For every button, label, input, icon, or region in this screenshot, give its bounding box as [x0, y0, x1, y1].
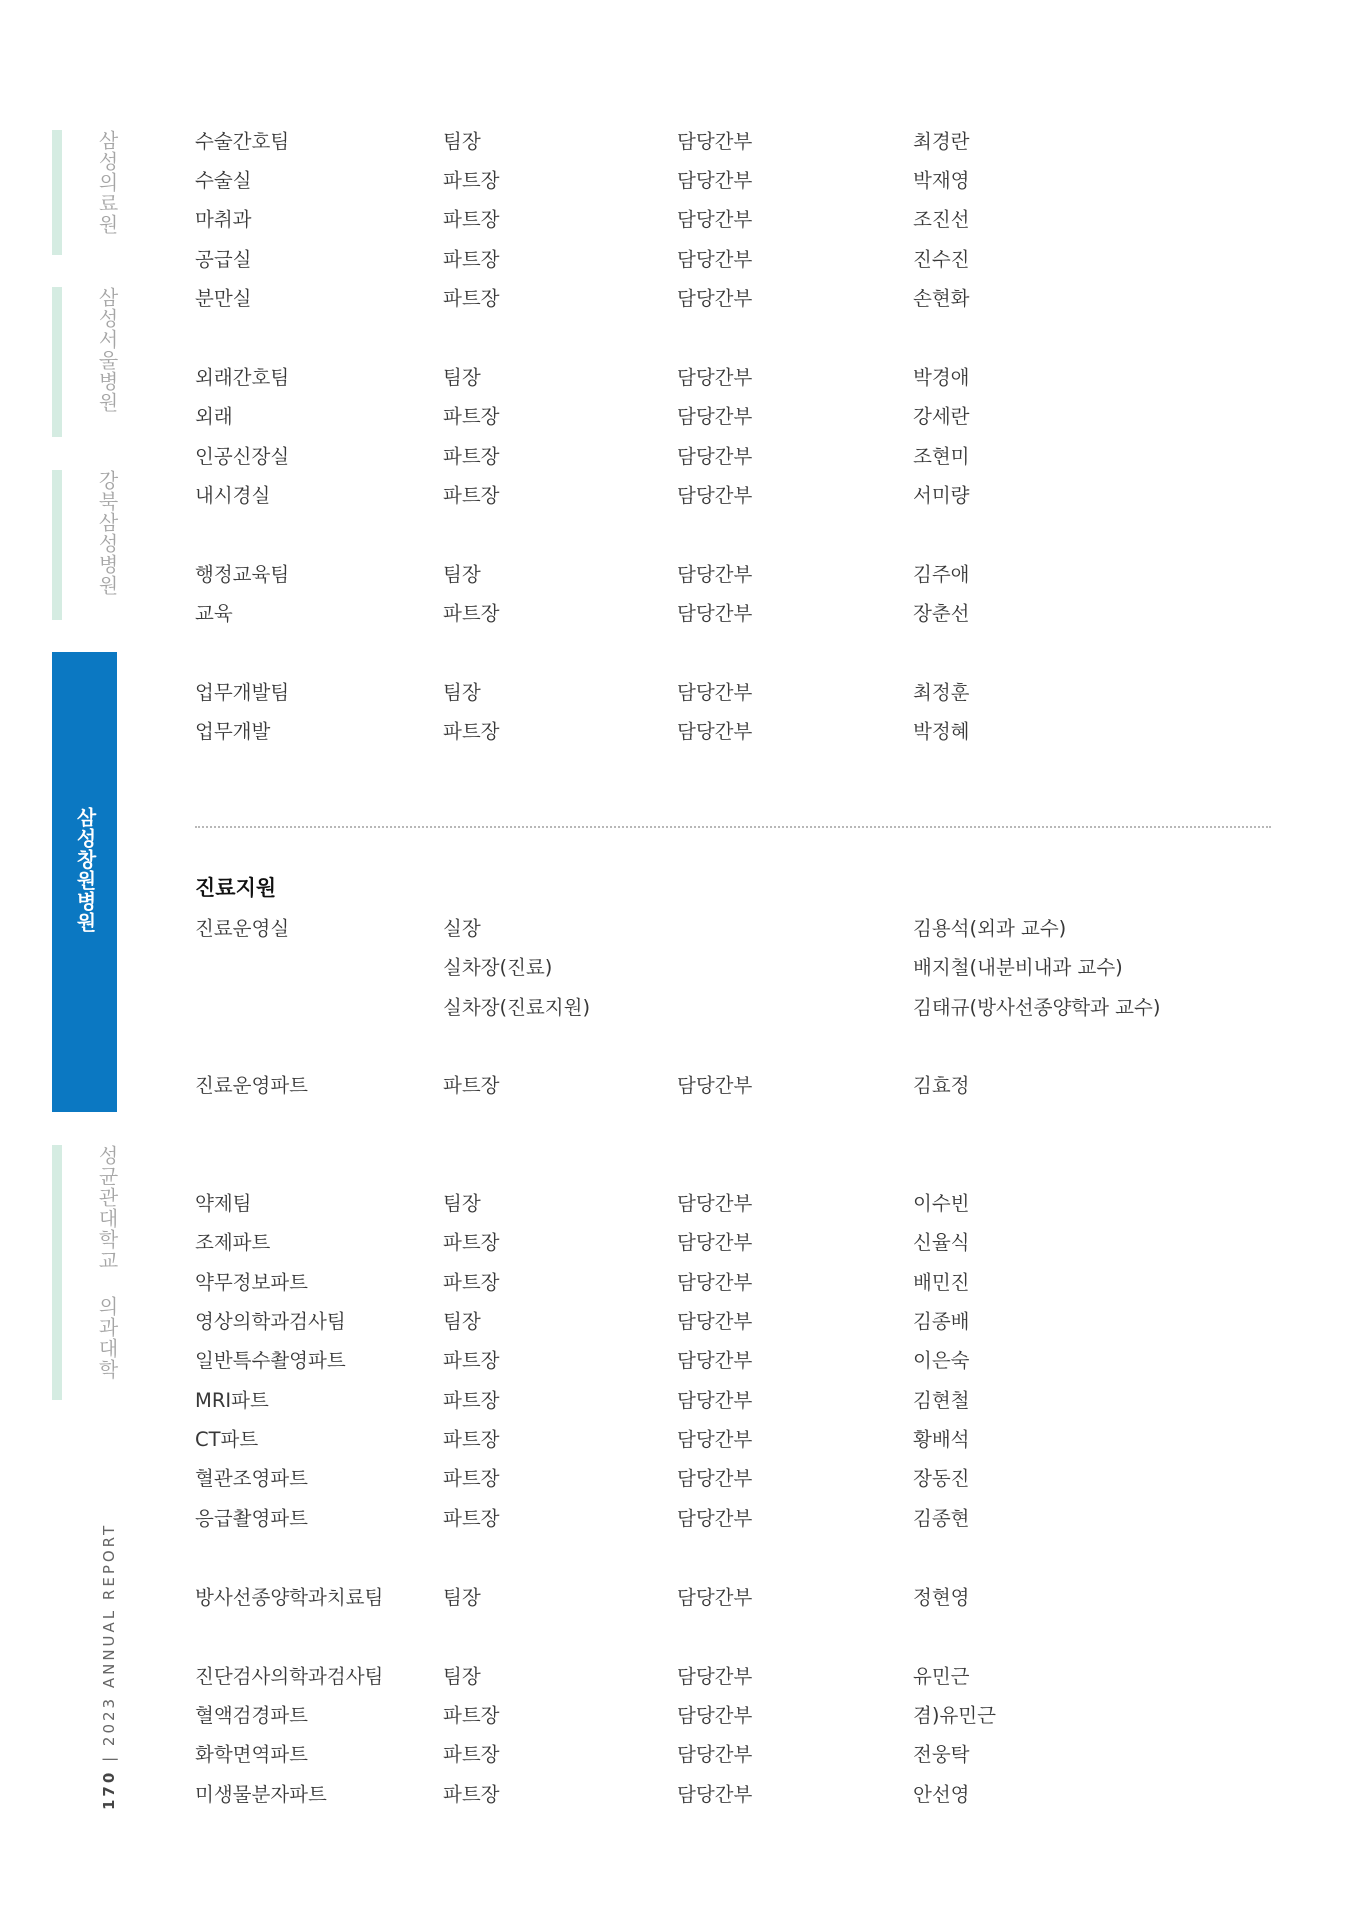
person-name-cell: 정현영 — [913, 1586, 970, 1609]
person-name-cell: 신율식 — [913, 1231, 970, 1254]
person-name-cell: 김태규(방사선종양학과 교수) — [913, 996, 1161, 1019]
position-cell: 파트장 — [443, 208, 500, 231]
position-cell: 실장 — [443, 917, 481, 940]
position-cell: 파트장 — [443, 484, 500, 507]
person-name-cell: 전웅탁 — [913, 1743, 970, 1766]
role-cell: 담당간부 — [677, 1743, 753, 1766]
sidebar-tab-samsung-seoul-hospital[interactable] — [52, 287, 119, 437]
person-name-cell: 김주애 — [913, 563, 970, 586]
report-title: | 2023 ANNUAL REPORT — [100, 1522, 118, 1762]
position-cell: 팀장 — [443, 130, 481, 153]
position-cell: 파트장 — [443, 1783, 500, 1806]
role-cell: 담당간부 — [677, 405, 753, 428]
position-cell: 팀장 — [443, 563, 481, 586]
role-cell: 담당간부 — [677, 1192, 753, 1215]
role-cell: 담당간부 — [677, 1586, 753, 1609]
person-name-cell: 최정훈 — [913, 681, 970, 704]
person-name-cell: 강세란 — [913, 405, 970, 428]
person-name-cell: 황배석 — [913, 1428, 970, 1451]
position-cell: 팀장 — [443, 681, 481, 704]
department-cell: 진료운영파트 — [195, 1074, 309, 1097]
sidebar-tab-label: 삼성의료원 — [95, 130, 119, 235]
tab-indicator-bar — [52, 130, 62, 255]
position-cell: 실차장(진료) — [443, 956, 553, 979]
sidebar-tab-kangbuk-samsung-hospital[interactable] — [52, 470, 119, 620]
role-cell: 담당간부 — [677, 563, 753, 586]
person-name-cell: 조현미 — [913, 445, 970, 468]
sidebar-tab-skku-medicine[interactable] — [52, 1145, 119, 1400]
position-cell: 파트장 — [443, 405, 500, 428]
department-cell: 수술실 — [195, 169, 252, 192]
role-cell: 담당간부 — [677, 1704, 753, 1727]
person-name-cell: 이은숙 — [913, 1349, 970, 1372]
department-cell: 약무정보파트 — [195, 1271, 309, 1294]
role-cell: 담당간부 — [677, 130, 753, 153]
position-cell: 파트장 — [443, 1704, 500, 1727]
department-cell: 영상의학과검사팀 — [195, 1310, 346, 1333]
position-cell: 팀장 — [443, 1310, 481, 1333]
department-cell: 교육 — [195, 602, 233, 625]
role-cell: 담당간부 — [677, 1389, 753, 1412]
department-cell: 공급실 — [195, 248, 252, 271]
tab-indicator-bar — [52, 470, 62, 620]
person-name-cell: 김효정 — [913, 1074, 970, 1097]
position-cell: 파트장 — [443, 1349, 500, 1372]
department-cell: 외래 — [195, 405, 233, 428]
position-cell: 파트장 — [443, 1231, 500, 1254]
role-cell: 담당간부 — [677, 287, 753, 310]
position-cell: 팀장 — [443, 1665, 481, 1688]
person-name-cell: 박경애 — [913, 366, 970, 389]
position-cell: 파트장 — [443, 1389, 500, 1412]
person-name-cell: 김용석(외과 교수) — [913, 917, 1067, 940]
tab-indicator-bar — [52, 287, 62, 437]
department-cell: 혈액검경파트 — [195, 1704, 309, 1727]
role-cell: 담당간부 — [677, 1783, 753, 1806]
page-footer — [96, 1522, 122, 1810]
role-cell: 담당간부 — [677, 1467, 753, 1490]
person-name-cell: 김종배 — [913, 1310, 970, 1333]
sidebar-tab-label: 삼성창원병원 — [73, 807, 97, 933]
person-name-cell: 장동진 — [913, 1467, 970, 1490]
position-cell: 파트장 — [443, 602, 500, 625]
role-cell: 담당간부 — [677, 1428, 753, 1451]
position-cell: 파트장 — [443, 1743, 500, 1766]
person-name-cell: 손현화 — [913, 287, 970, 310]
role-cell: 담당간부 — [677, 248, 753, 271]
position-cell: 파트장 — [443, 1467, 500, 1490]
person-name-cell: 김현철 — [913, 1389, 970, 1412]
person-name-cell: 진수진 — [913, 248, 970, 271]
role-cell: 담당간부 — [677, 1665, 753, 1688]
role-cell: 담당간부 — [677, 1271, 753, 1294]
department-cell: 화학면역파트 — [195, 1743, 309, 1766]
position-cell: 파트장 — [443, 287, 500, 310]
position-cell: 파트장 — [443, 445, 500, 468]
person-name-cell: 조진선 — [913, 208, 970, 231]
page-number: 170 — [100, 1769, 118, 1810]
department-cell: 인공신장실 — [195, 445, 290, 468]
position-cell: 실차장(진료지원) — [443, 996, 591, 1019]
department-cell: 진료운영실 — [195, 917, 290, 940]
department-cell: 마취과 — [195, 208, 252, 231]
role-cell: 담당간부 — [677, 1349, 753, 1372]
position-cell: 파트장 — [443, 1271, 500, 1294]
role-cell: 담당간부 — [677, 208, 753, 231]
role-cell: 담당간부 — [677, 1507, 753, 1530]
role-cell: 담당간부 — [677, 445, 753, 468]
department-cell: 분만실 — [195, 287, 252, 310]
role-cell: 담당간부 — [677, 720, 753, 743]
position-cell: 파트장 — [443, 169, 500, 192]
department-cell: 행정교육팀 — [195, 563, 290, 586]
person-name-cell: 김종현 — [913, 1507, 970, 1530]
department-cell: 약제팀 — [195, 1192, 252, 1215]
sidebar-tab-label: 성균관대학교 의과대학 — [95, 1145, 119, 1380]
department-cell: 미생물분자파트 — [195, 1783, 327, 1806]
sidebar-tab-label: 강북삼성병원 — [95, 470, 119, 596]
tab-indicator-bar — [52, 1145, 62, 1400]
position-cell: 팀장 — [443, 1586, 481, 1609]
department-cell: CT파트 — [195, 1428, 259, 1451]
position-cell: 파트장 — [443, 1428, 500, 1451]
section-divider — [195, 826, 1271, 828]
person-name-cell: 박재영 — [913, 169, 970, 192]
department-cell: 수술간호팀 — [195, 130, 290, 153]
department-cell: 업무개발팀 — [195, 681, 290, 704]
department-cell: 조제파트 — [195, 1231, 271, 1254]
department-cell: 방사선종양학과치료팀 — [195, 1586, 384, 1609]
department-cell: MRI파트 — [195, 1389, 269, 1412]
person-name-cell: 이수빈 — [913, 1192, 970, 1215]
position-cell: 파트장 — [443, 720, 500, 743]
sidebar-tab-samsung-medical-center[interactable] — [52, 130, 119, 255]
role-cell: 담당간부 — [677, 1074, 753, 1097]
person-name-cell: 유민근 — [913, 1665, 970, 1688]
position-cell: 파트장 — [443, 1507, 500, 1530]
person-name-cell: 배지철(내분비내과 교수) — [913, 956, 1123, 979]
person-name-cell: 최경란 — [913, 130, 970, 153]
role-cell: 담당간부 — [677, 484, 753, 507]
department-cell: 내시경실 — [195, 484, 271, 507]
role-cell: 담당간부 — [677, 1310, 753, 1333]
department-cell: 외래간호팀 — [195, 366, 290, 389]
position-cell: 파트장 — [443, 1074, 500, 1097]
department-cell: 응급촬영파트 — [195, 1507, 309, 1530]
role-cell: 담당간부 — [677, 366, 753, 389]
person-name-cell: 박정혜 — [913, 720, 970, 743]
department-cell: 혈관조영파트 — [195, 1467, 309, 1490]
person-name-cell: 장춘선 — [913, 602, 970, 625]
position-cell: 파트장 — [443, 248, 500, 271]
section-title: 진료지원 — [195, 876, 277, 900]
person-name-cell: 배민진 — [913, 1271, 970, 1294]
department-cell: 진단검사의학과검사팀 — [195, 1665, 384, 1688]
role-cell: 담당간부 — [677, 681, 753, 704]
role-cell: 담당간부 — [677, 1231, 753, 1254]
sidebar-tab-samsung-changwon-hospital[interactable] — [52, 652, 117, 1112]
department-cell: 업무개발 — [195, 720, 271, 743]
person-name-cell: 서미량 — [913, 484, 970, 507]
department-cell: 일반특수촬영파트 — [195, 1349, 346, 1372]
role-cell: 담당간부 — [677, 602, 753, 625]
position-cell: 팀장 — [443, 1192, 481, 1215]
person-name-cell: 겸)유민근 — [913, 1704, 996, 1727]
person-name-cell: 안선영 — [913, 1783, 970, 1806]
sidebar-tab-label: 삼성서울병원 — [95, 287, 119, 413]
role-cell: 담당간부 — [677, 169, 753, 192]
position-cell: 팀장 — [443, 366, 481, 389]
